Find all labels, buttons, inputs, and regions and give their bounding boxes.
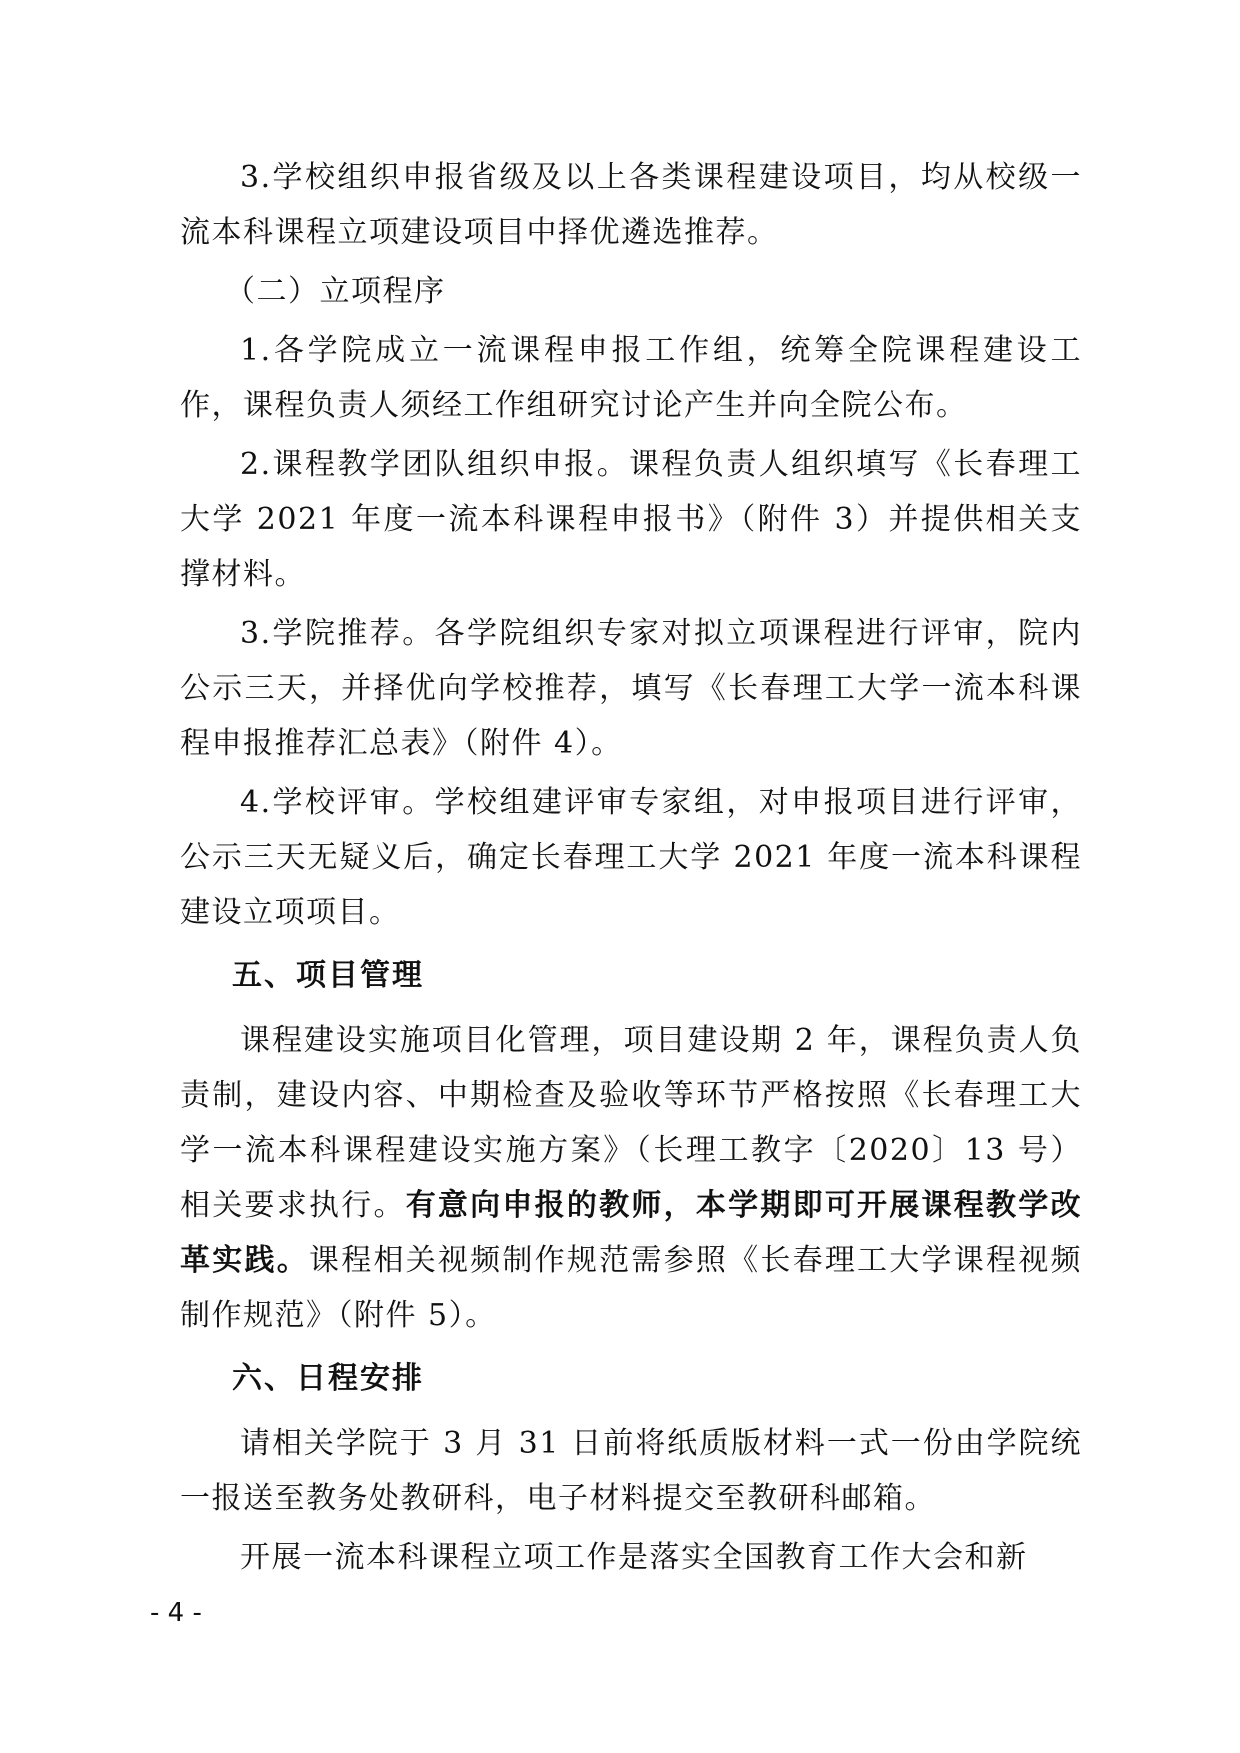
project-management-text-2: 课程相关视频制作规范需参照《长春理工大学课程视频制作规范》（附件 5）。 (180, 1243, 1083, 1333)
paragraph-procedure-step-1: 1.各学院成立一流课程申报工作组，统筹全院课程建设工作，课程负责人须经工作组研究讨论产生并向全院公布。 (180, 333, 1082, 423)
page-number: - 4 - (150, 1598, 202, 1628)
paragraph-procedure-step-4: 4.学校评审。学校组建评审专家组，对申报项目进行评审，公示三天无疑义后，确定长春理工大学 2021 年度一流本科课程建设立项项目。 (180, 785, 1082, 930)
paragraph-recommendation-rule: 3.学校组织申报省级及以上各类课程建设项目，均从校级一流本科课程立项建设项目中择优遴选推荐。 (180, 160, 1082, 250)
section-heading-project-management: 五、项目管理 (232, 958, 424, 993)
project-management-text-1: 课程建设实施项目化管理，项目建设期 2 年，课程负责人负责制，建设内容、中期检查及验收等环节严格按照《长春理工大学一流本科课程建设实施方案》（长理工教字〔2020〕13 号）相关要求执行。 (180, 1023, 1082, 1223)
project-management-emphasis: 有意向申报的教师，本学期即可开展课程教学改革实践。 (180, 1188, 1083, 1278)
paragraph-schedule: 请相关学院于 3 月 31 日前将纸质版材料一式一份由学院统一报送至教务处教研科，电子材料提交至教研科邮箱。 (180, 1426, 1082, 1516)
paragraph-procedure-step-3: 3.学院推荐。各学院组织专家对拟立项课程进行评审，院内公示三天，并择优向学校推荐，填写《长春理工大学一流本科课程申报推荐汇总表》（附件 4）。 (180, 616, 1082, 761)
subheading-project-procedure: （二）立项程序 (225, 274, 446, 309)
section-heading-schedule: 六、日程安排 (232, 1361, 424, 1396)
paragraph-closing: 开展一流本科课程立项工作是落实全国教育工作大会和新 (240, 1540, 1028, 1575)
paragraph-project-management (180, 1013, 1082, 1343)
document-body (180, 150, 1082, 1589)
paragraph-procedure-step-2: 2.课程教学团队组织申报。课程负责人组织填写《长春理工大学 2021 年度一流本科课程申报书》（附件 3）并提供相关支撑材料。 (180, 447, 1082, 592)
